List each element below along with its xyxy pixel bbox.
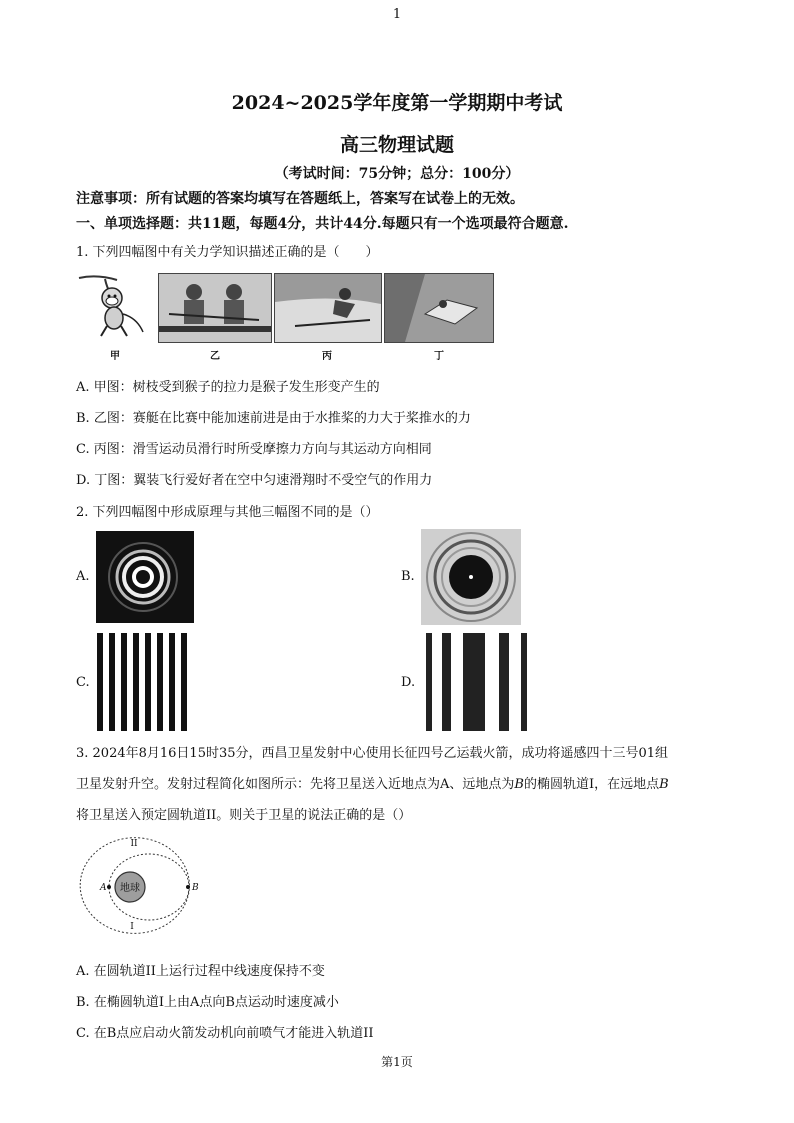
q1-figure-bing-skiing (274, 273, 382, 343)
diagram-point-a-label: A (100, 883, 107, 893)
q1-option-d: D. 丁图：翼装飞行爱好者在空中匀速滑翔时不受空气的作用力 (76, 473, 433, 488)
q3-option-b: B. 在椭圆轨道I上由A点向B点运动时速度减小 (76, 995, 339, 1010)
q3-stem-line2 (76, 773, 669, 792)
q1-option-a: A. 甲图：树枝受到猴子的拉力是猴子发生形变产生的 (76, 380, 380, 395)
diagram-earth-label: 地球 (120, 883, 140, 894)
q3-option-c: C. 在B点应启动火箭发动机向前喷气才能进入轨道II (76, 1026, 374, 1041)
q1-fig-label-jia: 甲 (110, 351, 120, 362)
exam-subtitle: 高三物理试题 (339, 134, 454, 156)
q2-figure-c-stripes (96, 633, 188, 731)
exam-info: （考试时间：75分钟；总分：100分） (274, 166, 520, 182)
q1-fig-label-ding: 丁 (434, 351, 444, 362)
q1-figure-yi-rowing (158, 273, 272, 343)
q1-option-b: B. 乙图：赛艇在比赛中能加速前进是由于水推桨的力大于桨推水的力 (76, 411, 471, 426)
q3-stem-point-b-2: B (659, 777, 669, 792)
q2-option-d-label: D. (401, 675, 416, 690)
diagram-orbit-ii-label: II (130, 839, 138, 849)
q2-option-b-label: B. (401, 569, 415, 584)
q2-option-c-label: C. (76, 675, 90, 690)
q2-figure-b-rings (421, 529, 521, 625)
q1-figure-jia-monkey (77, 272, 152, 342)
diagram-orbit-i-label: I (130, 922, 134, 932)
q2-option-a-label: A. (76, 569, 90, 584)
q1-fig-label-yi: 乙 (210, 351, 220, 362)
diagram-point-b-label: B (192, 883, 199, 893)
q2-stem: 2. 下列四幅图中形成原理与其他三幅图不同的是（） (76, 505, 379, 520)
q3-stem-line2-a: 卫星发射升空。发射过程简化如图所示：先将卫星送入近地点为A、远地点为 (76, 777, 515, 792)
exam-title: 2024~2025学年度第一学期期中考试 (231, 92, 563, 114)
q3-stem-line1: 3. 2024年8月16日15时35分，西昌卫星发射中心使用长征四号乙运载火箭，成功将遥感四十三号01组 (76, 746, 669, 761)
q1-option-c: C. 丙图：滑雪运动员滑行时所受摩擦力方向与其运动方向相同 (76, 442, 432, 457)
q3-stem-point-b: B (514, 777, 524, 792)
q3-stem-line3: 将卫星送入预定圆轨道II。则关于卫星的说法正确的是（） (76, 808, 412, 823)
q2-figure-a-rings (96, 531, 194, 623)
q3-orbit-diagram (76, 834, 206, 934)
q1-stem: 1. 下列四幅图中有关力学知识描述正确的是（ ） (76, 245, 379, 260)
section-heading: 一、单项选择题：共11题，每题4分，共计44分.每题只有一个选项最符合题意. (76, 216, 569, 232)
q1-fig-label-bing: 丙 (322, 351, 332, 362)
notice: 注意事项：所有试题的答案均填写在答题纸上，答案写在试卷上的无效。 (76, 191, 524, 207)
q1-figure-ding-wingsuit (384, 273, 494, 343)
page-footer: 第1页 (381, 1055, 413, 1069)
page-number-top: 1 (392, 7, 402, 22)
q2-figure-d-stripes (425, 633, 531, 731)
q3-stem-line2-c: 的椭圆轨道I，在远地点 (523, 777, 660, 792)
q3-option-a: A. 在圆轨道II上运行过程中线速度保持不变 (76, 964, 325, 979)
